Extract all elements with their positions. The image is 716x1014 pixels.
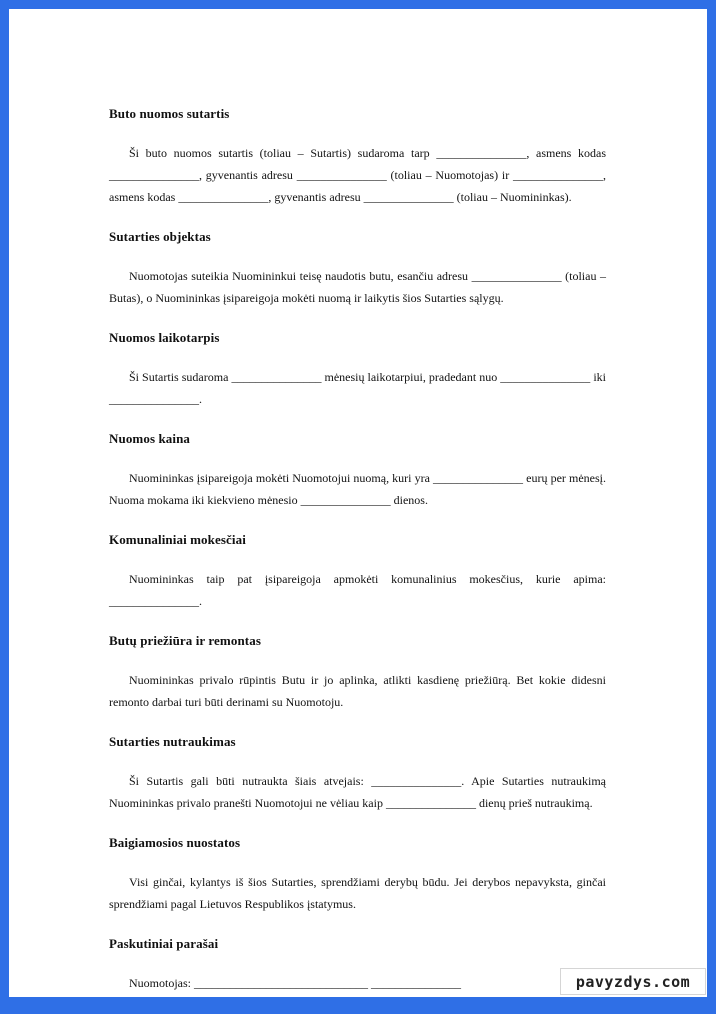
watermark-badge: pavyzdys.com bbox=[560, 968, 706, 995]
section-body-termination: Ši Sutartis gali būti nutraukta šiais atvejais: _______________. Apie Sutarties nutraukimą Nuomininkas privalo pranešti Nuomotojui ne vėliau kaip _______________ dienų prieš nutraukimą. bbox=[109, 774, 606, 810]
section-body-parties: Ši buto nuomos sutartis (toliau – Sutartis) sudaroma tarp _______________, asmens kodas _______________, gyvenantis adresu _______________ (toliau – Nuomotojas) ir _______________, asmens kodas _______________, gyvenantis adresu _______________ (toliau – Nuomininkas). bbox=[109, 146, 606, 204]
section-heading-object: Sutarties objektas bbox=[109, 229, 211, 244]
document-content bbox=[109, 105, 606, 1014]
section-body-price: Nuomininkas įsipareigoja mokėti Nuomotojui nuomą, kuri yra _______________ eurų per mėnesį. Nuoma mokama iki kiekvieno mėnesio _______________ dienos. bbox=[109, 471, 606, 507]
section-heading-termination: Sutarties nutraukimas bbox=[109, 734, 236, 749]
section-heading-signatures: Paskutiniai parašai bbox=[109, 936, 219, 951]
section-body-final-provisions: Visi ginčai, kylantys iš šios Sutarties, sprendžiami derybų būdu. Jei derybos nepavyksta, ginčai sprendžiami pagal Lietuvos Respublikos įstatymus. bbox=[109, 875, 606, 911]
section-heading-maintenance: Butų priežiūra ir remontas bbox=[109, 633, 261, 648]
document-page bbox=[9, 9, 707, 997]
section-heading-contract-title: Buto nuomos sutartis bbox=[109, 106, 230, 121]
section-body-period: Ši Sutartis sudaroma _______________ mėnesių laikotarpiui, pradedant nuo _______________ iki _______________. bbox=[109, 370, 606, 406]
section-body-object: Nuomotojas suteikia Nuomininkui teisę naudotis butu, esančiu adresu _______________ (toliau – Butas), o Nuomininkas įsipareigoja mokėti nuomą ir laikytis šios Sutarties sąlygų. bbox=[109, 269, 606, 305]
section-body-signatures: Nuomotojas: _____________________________ _______________ bbox=[129, 976, 461, 990]
section-heading-final-provisions: Baigiamosios nuostatos bbox=[109, 835, 241, 850]
section-heading-utilities: Komunaliniai mokesčiai bbox=[109, 532, 246, 547]
section-heading-price: Nuomos kaina bbox=[109, 431, 191, 446]
section-body-utilities: Nuomininkas taip pat įsipareigoja apmokėti komunalinius mokesčius, kurie apima: _______________. bbox=[109, 572, 606, 608]
section-body-maintenance: Nuomininkas privalo rūpintis Butu ir jo aplinka, atlikti kasdienę priežiūrą. Bet kokie didesni remonto darbai turi būti derinami su Nuomotoju. bbox=[109, 673, 606, 709]
section-heading-period: Nuomos laikotarpis bbox=[109, 330, 220, 345]
